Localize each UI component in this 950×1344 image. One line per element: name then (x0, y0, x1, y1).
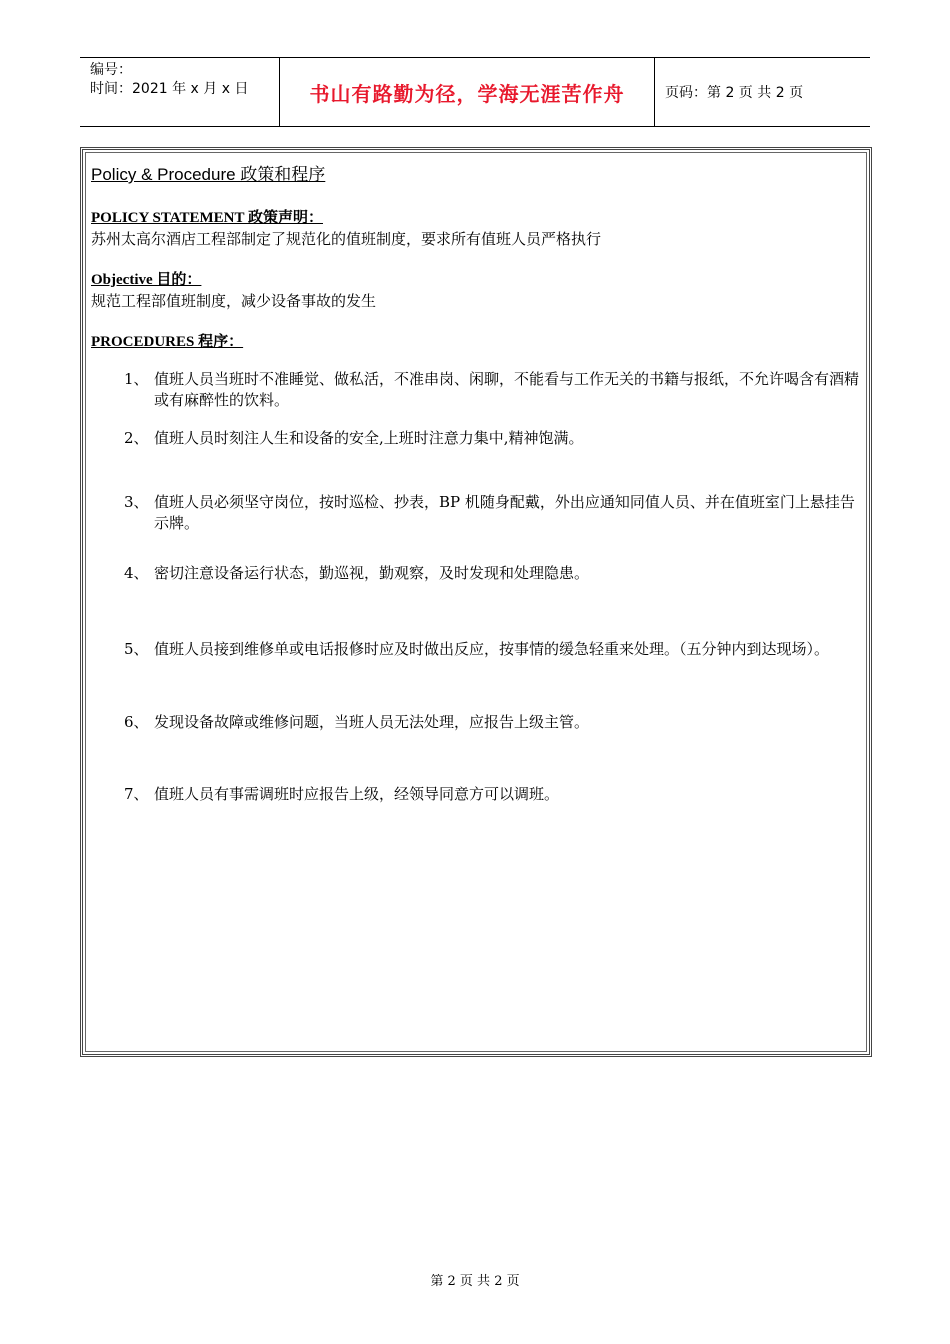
procedure-text: 值班人员接到维修单或电话报修时应及时做出反应，按事情的缓急轻重来处理。（五分钟内到达现场）。 (154, 640, 830, 658)
procedure-text: 值班人员有事需调班时应报告上级，经领导同意方可以调班。 (154, 785, 560, 803)
procedure-text: 值班人员当班时不准睡觉、做私活，不准串岗、闲聊，不能看与工作无关的书籍与报纸，不允许喝含有酒精或有麻醉性的饮料。 (154, 370, 860, 409)
code-label: 编号： (90, 62, 132, 78)
header-motto: 书山有路勤为径，学海无涯苦作舟 (280, 58, 655, 126)
procedure-item (124, 369, 864, 411)
header-page-label: 页码：第 2 页 共 2 页 (665, 85, 804, 101)
time-label: 时间：2021 年 x 月 x 日 (90, 81, 249, 97)
policy-statement-label: POLICY STATEMENT 政策声明： (91, 210, 323, 226)
footer-page-number: 第 2 页 共 2 页 (430, 1274, 520, 1289)
header-meta (80, 58, 280, 126)
procedure-number: 3、 (124, 493, 149, 511)
policy-statement-text: 苏州太高尔酒店工程部制定了规范化的值班制度，要求所有值班人员严格执行 (91, 230, 602, 248)
procedure-item (124, 428, 864, 449)
procedure-number: 2、 (124, 429, 149, 447)
procedure-number: 7、 (124, 785, 149, 803)
procedure-item (124, 712, 864, 733)
procedure-number: 6、 (124, 713, 149, 731)
procedures-label: PROCEDURES 程序： (91, 334, 244, 350)
procedure-text: 值班人员时刻注人生和设备的安全,上班时注意力集中,精神饱满。 (154, 429, 584, 447)
procedure-number: 5、 (124, 640, 149, 658)
policy-box-inner-border (85, 152, 867, 1052)
procedure-item (124, 784, 864, 805)
procedure-item (124, 639, 864, 660)
procedure-text: 密切注意设备运行状态，勤巡视，勤观察，及时发现和处理隐患。 (154, 564, 590, 582)
procedure-item (124, 492, 864, 534)
page-header (80, 57, 870, 127)
procedure-number: 1、 (124, 370, 149, 388)
objective-label: Objective 目的： (91, 272, 202, 288)
policy-title: Policy & Procedure 政策和程序 (91, 165, 326, 184)
procedure-text: 发现设备故障或维修问题，当班人员无法处理，应报告上级主管。 (154, 713, 590, 731)
procedure-item (124, 563, 864, 584)
objective-text: 规范工程部值班制度，减少设备事故的发生 (91, 292, 377, 310)
procedure-number: 4、 (124, 564, 149, 582)
procedure-text: 值班人员必须坚守岗位，按时巡检、抄表，BP 机随身配戴，外出应通知同值人员、并在值班室门上悬挂告示牌。 (154, 493, 855, 532)
